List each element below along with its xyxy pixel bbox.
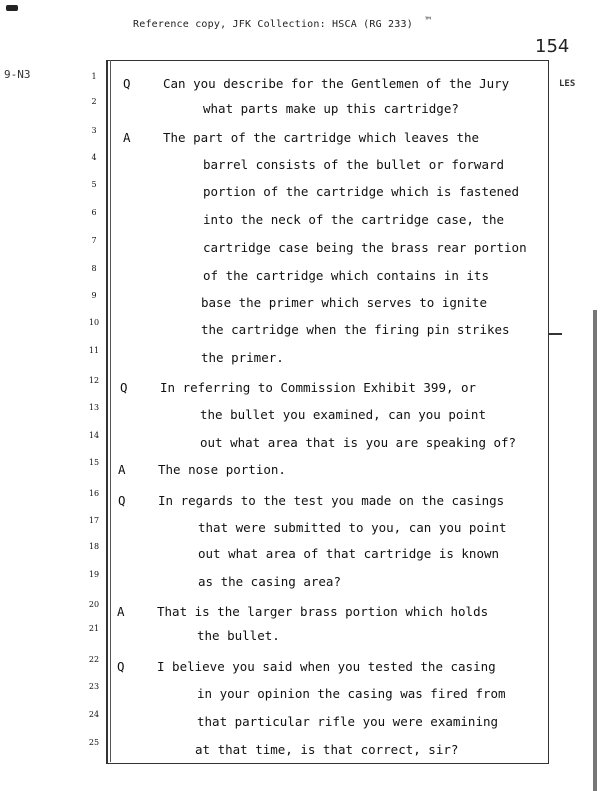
- line-number: 17: [88, 516, 100, 525]
- page-number: 154: [535, 36, 570, 57]
- transcript-line: the primer.: [201, 350, 284, 365]
- speaker-label: A: [117, 604, 125, 619]
- line-number: 24: [88, 710, 100, 719]
- line-number: 18: [88, 542, 100, 551]
- line-number: 1: [91, 72, 97, 81]
- line-number: 20: [88, 600, 100, 609]
- speaker-label: Q: [123, 76, 131, 91]
- transcript-line: into the neck of the cartridge case, the: [203, 212, 505, 227]
- transcript-line: barrel consists of the bullet or forward: [203, 157, 505, 172]
- transcript-line: the bullet you examined, can you point: [200, 407, 486, 422]
- line-number: 14: [88, 431, 100, 440]
- transcript-line: In regards to the test you made on the casings: [158, 493, 505, 508]
- scan-edge: [593, 310, 597, 791]
- speaker-label: Q: [120, 380, 128, 395]
- transcript-line: cartridge case being the brass rear portion: [203, 240, 527, 255]
- reference-header: Reference copy, JFK Collection: HSCA (RG 233): [133, 19, 413, 30]
- frame-rule: [110, 60, 111, 762]
- line-number: 6: [91, 208, 97, 217]
- line-number: 9: [91, 291, 97, 300]
- transcript-line: out what area that is you are speaking of?: [200, 435, 517, 450]
- margin-note-left: 9-N3: [4, 68, 31, 81]
- transcript-line: that were submitted to you, can you point: [198, 520, 507, 535]
- speaker-label: Q: [118, 493, 126, 508]
- line-number: 15: [88, 458, 100, 467]
- transcript-line: out what area of that cartridge is known: [198, 546, 500, 561]
- transcript-line: The part of the cartridge which leaves the: [163, 130, 480, 145]
- transcript-line: portion of the cartridge which is fastened: [203, 184, 520, 199]
- line-number: 21: [88, 624, 100, 633]
- line-number: 23: [88, 682, 100, 691]
- line-number: 11: [88, 346, 100, 355]
- line-number: 7: [91, 236, 97, 245]
- line-number: 4: [91, 153, 97, 162]
- line-number: 5: [91, 180, 97, 189]
- transcript-line: the bullet.: [197, 628, 280, 643]
- transcript-line: base the primer which serves to ignite: [201, 295, 487, 310]
- transcript-line: in your opinion the casing was fired from: [197, 686, 506, 701]
- line-number: 25: [88, 738, 100, 747]
- speaker-label: A: [123, 130, 131, 145]
- transcript-line: I believe you said when you tested the casing: [157, 659, 496, 674]
- transcript-line: as the casing area?: [198, 574, 341, 589]
- line-number: 10: [88, 318, 100, 327]
- line-number: 2: [91, 97, 97, 106]
- transcript-line: Can you describe for the Gentlemen of the Jury: [163, 76, 510, 91]
- transcript-line: the cartridge when the firing pin strikes: [201, 322, 510, 337]
- transcript-line: at that time, is that correct, sir?: [195, 742, 459, 757]
- line-number: 19: [88, 570, 100, 579]
- line-number: 13: [88, 403, 100, 412]
- speaker-label: Q: [117, 659, 125, 674]
- transcript-line: In referring to Commission Exhibit 399, or: [160, 380, 477, 395]
- line-number: 16: [88, 489, 100, 498]
- transcript-line: that particular rifle you were examining: [197, 714, 499, 729]
- margin-tick: [548, 333, 562, 341]
- transcript-line: of the cartridge which contains in its: [203, 268, 489, 283]
- line-number: 12: [88, 376, 100, 385]
- transcript-line: The nose portion.: [158, 462, 286, 477]
- margin-note-right: LES: [559, 79, 576, 89]
- line-number: 3: [91, 126, 97, 135]
- transcript-line: what parts make up this cartridge?: [203, 101, 459, 116]
- transcript-line: That is the larger brass portion which holds: [157, 604, 489, 619]
- speaker-label: A: [118, 462, 126, 477]
- archive-stamp: ™: [425, 16, 432, 27]
- line-number: 8: [91, 264, 97, 273]
- line-number: 22: [88, 655, 100, 664]
- scan-mark: [6, 5, 18, 11]
